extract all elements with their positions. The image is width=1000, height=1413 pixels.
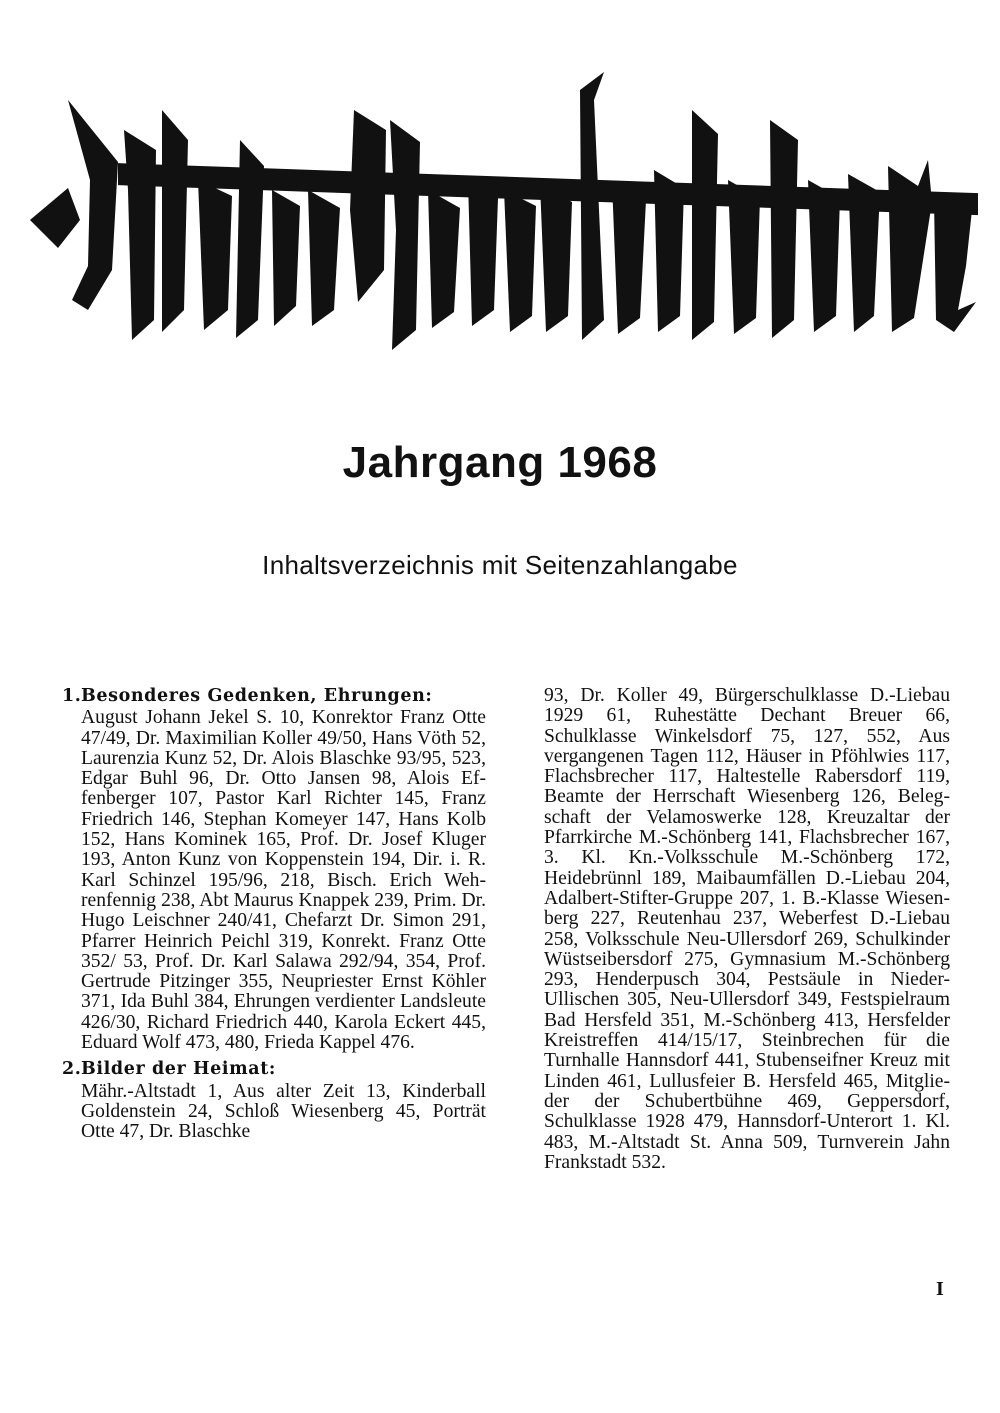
section-entries: August Johann Jekel S. 10, Konrektor Franz Otte 47/49, Dr. Maximilian Koller 49/50, Hans Vöth 52, Laurenzia Kunz 52, Dr. Alois Blaschke 93/95, 523, Edgar Buhl 96, Dr. Otto Jansen 98, Alois Effenberger 107, Pastor Karl Richter 145, Franz Friedrich 146, Stephan Komeyer 147, Hans Kolb 152, Hans Kominek 165, Prof. Dr. Josef Kluger 193, Anton Kunz von Koppenstein 194, Dir. i. R. Karl Schinzel 195/96, 218, Bisch. Erich Wehrenfennig 238, Abt Maurus Knappek 239, Prim. Dr. Hugo Leischner 240/41, Chefarzt Dr. Simon 291, Pfarrer Heinrich Peichl 319, Konrekt. Franz Otte 352/ 53, Prof. Dr. Karl Salawa 292/94, 354, Prof. Gertrude Pitzinger 355, Neupriester Ernst Köhler 371, Ida Buhl 384, Ehrungen verdienter Landsleute 426/30, Richard Friedrich 440, Karola Eckert 445, Eduard Wolf 473, 480, Frieda Kappel 476. [81, 707, 486, 1054]
section-gedenken [62, 686, 486, 1053]
section-number: 2. [62, 1059, 82, 1080]
section-title: Bilder der Heimat: [81, 1059, 276, 1080]
section-bilder [62, 1059, 486, 1142]
volume-title: Jahrgang 1968 [342, 438, 658, 487]
section-number: 1. [62, 686, 82, 706]
section-entries-continued: 93, Dr. Koller 49, Bürgerschulklasse D.-Liebau 1929 61, Ruhestätte Dechant Breuer 66, Schulklasse Winkelsdorf 75, 127, 552, Aus vergangenen Tagen 112, Häuser in Pföhlwies 117, Flachsbrecher 117, Haltestelle Rabersdorf 119, Beamte der Herrschaft Wiesenberg 126, Belegschaft der Velamoswerke 128, Kreuzaltar der Pfarrkirche M.-Schönberg 141, Flachsbrecher 167, 3. Kl. Kn.-Volksschule M.-Schönberg 172, Heidebrünnl 189, Maibaumfällen D.-Liebau 204, Adalbert-Stifter-Gruppe 207, 1. B.-Klasse Wiesenberg 227, Reutenhau 237, Weberfest D.-Liebau 258, Volksschule Neu-Ullersdorf 269, Schulkinder Wüstseibersdorf 275, Gymnasium M.-Schönberg 293, Henderpusch 304, Pestsäule in Nieder-Ullischen 305, Neu-Ullersdorf 349, Festspielraum Bad Hersfeld 351, M.-Schönberg 413, Hersfelder Kreistreffen 414/15/17, Steinbrechen für die Turnhalle Hannsdorf 441, Stubenseifner Kreuz mit Linden 461, Lullusfeier B. Hersfeld 465, Mitglieder der Schubertbühne 469, Geppersdorf, Schulklasse 1928 479, Hannsdorf-Unterort 1. Kl. 483, M.-Altstadt St. Anna 509, Turnverein Jahn Frankstadt 532. [544, 685, 950, 1173]
section-entries: Mähr.-Altstadt 1, Aus alter Zeit 13, Kinderball Goldenstein 24, Schloß Wiesenberg 45, Porträt Otte 47, Dr. Blaschke [81, 1080, 486, 1143]
section-heading [62, 686, 486, 706]
page-number: I [936, 1278, 944, 1300]
section-heading [62, 1059, 486, 1079]
volume-subtitle: Inhaltsverzeichnis mit Seitenzahlangabe [262, 550, 738, 580]
left-column [62, 686, 486, 1149]
right-column [544, 686, 950, 1173]
section-title: Besonderes Gedenken, Ehrungen: [81, 686, 433, 706]
masthead-logo [28, 70, 978, 350]
